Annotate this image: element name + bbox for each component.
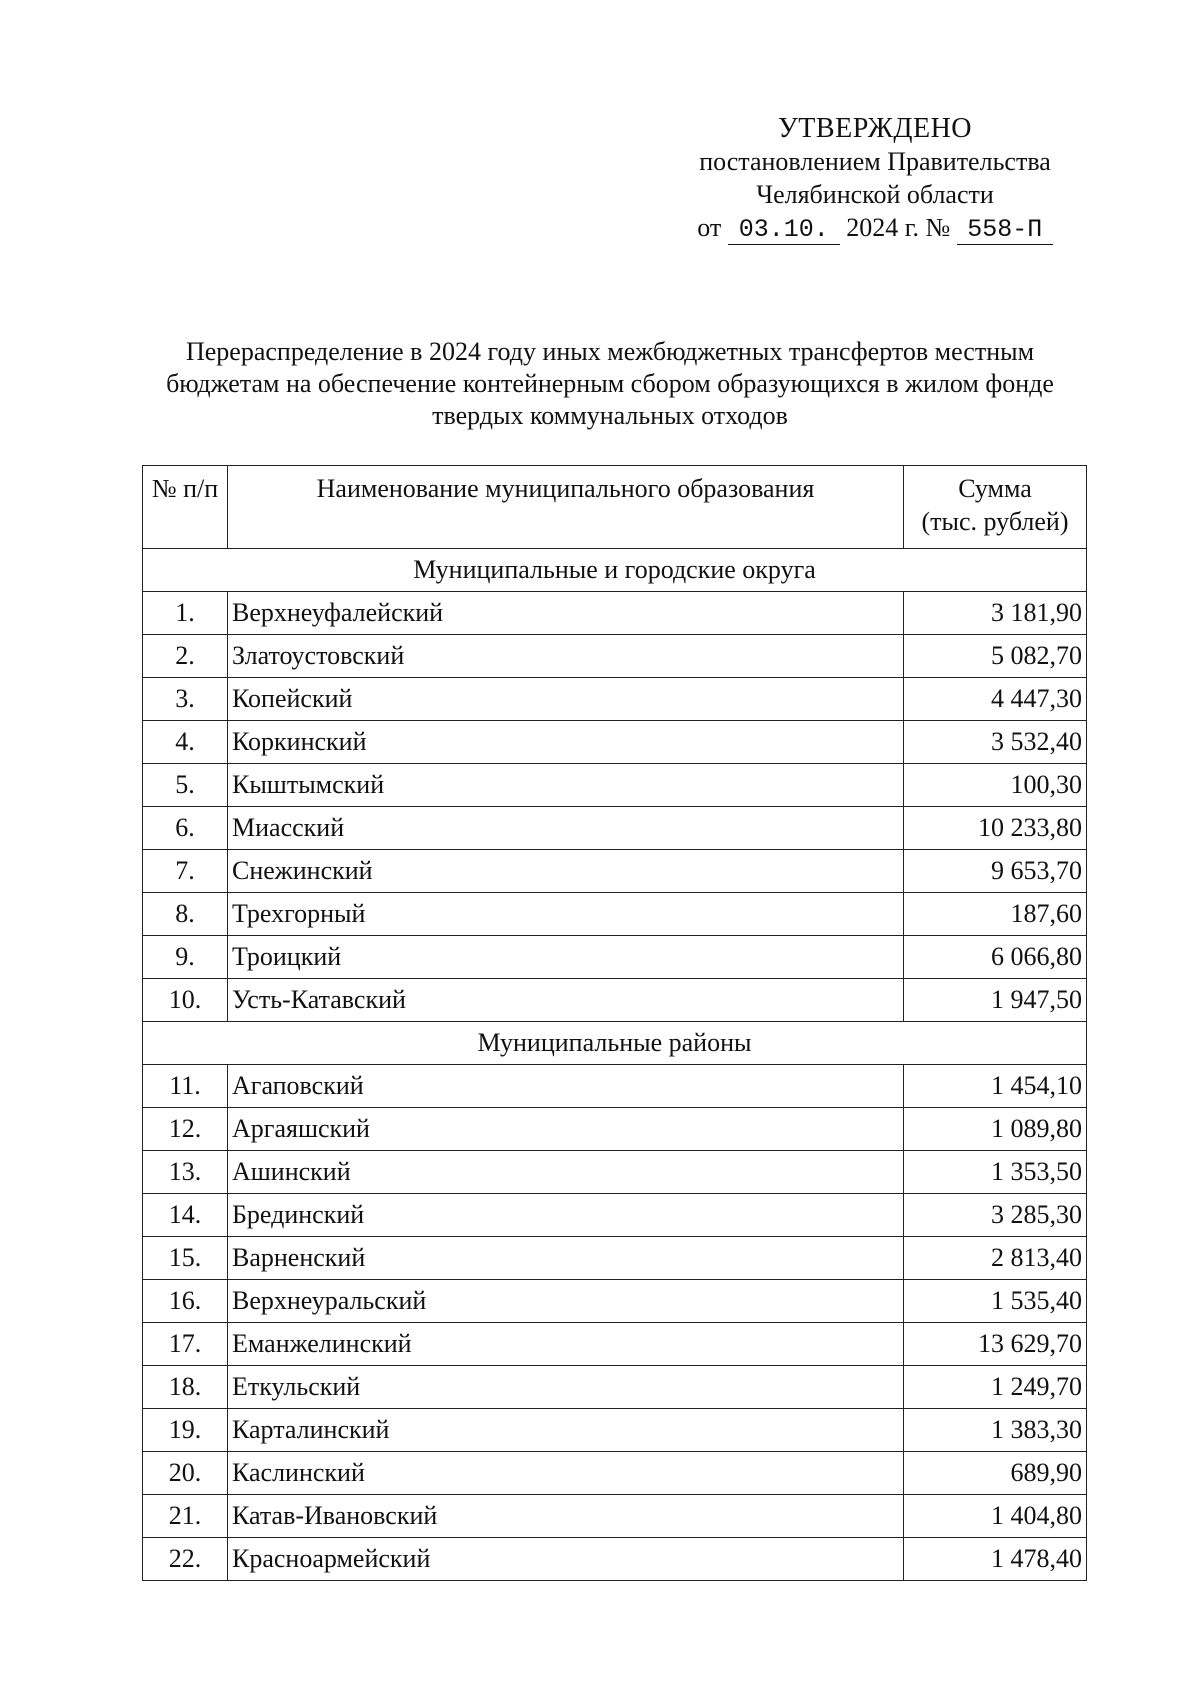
amount: 6 066,80 (904, 936, 1087, 979)
amount: 689,90 (904, 1452, 1087, 1495)
municipality-name: Карталинский (228, 1409, 904, 1452)
amount: 13 629,70 (904, 1323, 1087, 1366)
row-number: 17. (143, 1323, 228, 1366)
allocation-table (142, 465, 1087, 1581)
municipality-name: Снежинский (228, 850, 904, 893)
approval-heading: УТВЕРЖДЕНО (777, 113, 973, 144)
amount: 1 404,80 (904, 1495, 1087, 1538)
table-row (143, 678, 1087, 721)
municipality-name: Еткульский (228, 1366, 904, 1409)
amount: 2 813,40 (904, 1237, 1087, 1280)
approval-year: 2024 г. № (846, 213, 951, 242)
amount: 1 478,40 (904, 1538, 1087, 1581)
amount: 1 454,10 (904, 1065, 1087, 1108)
table-row (143, 1108, 1087, 1151)
municipality-name: Брединский (228, 1194, 904, 1237)
row-number: 3. (143, 678, 228, 721)
row-number: 5. (143, 764, 228, 807)
header-sum (904, 466, 1087, 549)
table-row (143, 807, 1087, 850)
table-row (143, 592, 1087, 635)
document-title (130, 336, 1090, 432)
header-sum-line-1: Сумма (958, 474, 1032, 503)
row-number: 18. (143, 1366, 228, 1409)
title-line-2: бюджетам на обеспечение контейнерным сбором образующихся в жилом фонде (166, 369, 1054, 398)
amount: 1 089,80 (904, 1108, 1087, 1151)
table-row (143, 850, 1087, 893)
row-number: 21. (143, 1495, 228, 1538)
row-number: 6. (143, 807, 228, 850)
municipality-name: Каслинский (228, 1452, 904, 1495)
municipality-name: Миасский (228, 807, 904, 850)
row-number: 20. (143, 1452, 228, 1495)
row-number: 2. (143, 635, 228, 678)
municipality-name: Кыштымский (228, 764, 904, 807)
municipality-name: Троицкий (228, 936, 904, 979)
row-number: 14. (143, 1194, 228, 1237)
row-number: 13. (143, 1151, 228, 1194)
title-line-1: Перераспределение в 2024 году иных межбюджетных трансфертов местным (185, 337, 1035, 366)
approval-stamp (690, 112, 1060, 245)
row-number: 16. (143, 1280, 228, 1323)
municipality-name: Красноармейский (228, 1538, 904, 1581)
row-number: 19. (143, 1409, 228, 1452)
title-line-3: твердых коммунальных отходов (432, 401, 788, 430)
table-row (143, 1409, 1087, 1452)
table-row (143, 1237, 1087, 1280)
row-number: 15. (143, 1237, 228, 1280)
approval-date-line (690, 211, 1060, 245)
amount: 1 383,30 (904, 1409, 1087, 1452)
table-row (143, 1065, 1087, 1108)
row-number: 1. (143, 592, 228, 635)
municipality-name: Агаповский (228, 1065, 904, 1108)
section-title: Муниципальные районы (143, 1022, 1087, 1065)
approval-date: 03.10. (728, 216, 840, 245)
approval-from-label: от (697, 213, 722, 242)
municipality-name: Усть-Катавский (228, 979, 904, 1022)
municipality-name: Коркинский (228, 721, 904, 764)
municipality-name: Верхнеуфалейский (228, 592, 904, 635)
municipality-name: Ашинский (228, 1151, 904, 1194)
table-row (143, 635, 1087, 678)
table-header-row (143, 466, 1087, 549)
municipality-name: Трехгорный (228, 893, 904, 936)
amount: 9 653,70 (904, 850, 1087, 893)
table-row (143, 936, 1087, 979)
table-row (143, 1194, 1087, 1237)
table-row (143, 1323, 1087, 1366)
amount: 1 249,70 (904, 1366, 1087, 1409)
amount: 3 532,40 (904, 721, 1087, 764)
approval-line-2: Челябинской области (756, 180, 994, 209)
amount: 3 181,90 (904, 592, 1087, 635)
row-number: 7. (143, 850, 228, 893)
row-number: 4. (143, 721, 228, 764)
municipality-name: Верхнеуральский (228, 1280, 904, 1323)
row-number: 10. (143, 979, 228, 1022)
municipality-name: Еманжелинский (228, 1323, 904, 1366)
municipality-name: Копейский (228, 678, 904, 721)
row-number: 12. (143, 1108, 228, 1151)
amount: 187,60 (904, 893, 1087, 936)
approval-line-1: постановлением Правительства (699, 147, 1051, 176)
section-row (143, 1022, 1087, 1065)
table-row (143, 1151, 1087, 1194)
municipality-name: Аргаяшский (228, 1108, 904, 1151)
amount: 5 082,70 (904, 635, 1087, 678)
amount: 4 447,30 (904, 678, 1087, 721)
amount: 1 353,50 (904, 1151, 1087, 1194)
amount: 10 233,80 (904, 807, 1087, 850)
table-row (143, 764, 1087, 807)
amount: 3 285,30 (904, 1194, 1087, 1237)
section-title: Муниципальные и городские округа (143, 549, 1087, 592)
table-row (143, 893, 1087, 936)
table-row (143, 1366, 1087, 1409)
row-number: 11. (143, 1065, 228, 1108)
header-number: № п/п (143, 466, 228, 549)
table-body (143, 549, 1087, 1581)
approval-number: 558-П (957, 216, 1053, 245)
table-row (143, 1538, 1087, 1581)
row-number: 9. (143, 936, 228, 979)
table-row (143, 979, 1087, 1022)
table-row (143, 1495, 1087, 1538)
section-row (143, 549, 1087, 592)
table-row (143, 721, 1087, 764)
amount: 100,30 (904, 764, 1087, 807)
municipality-name: Катав-Ивановский (228, 1495, 904, 1538)
municipality-name: Златоустовский (228, 635, 904, 678)
table-row (143, 1452, 1087, 1495)
table-row (143, 1280, 1087, 1323)
header-name: Наименование муниципального образования (228, 466, 904, 549)
amount: 1 535,40 (904, 1280, 1087, 1323)
row-number: 22. (143, 1538, 228, 1581)
municipality-name: Варненский (228, 1237, 904, 1280)
header-sum-line-2: (тыс. рублей) (921, 507, 1069, 536)
row-number: 8. (143, 893, 228, 936)
amount: 1 947,50 (904, 979, 1087, 1022)
